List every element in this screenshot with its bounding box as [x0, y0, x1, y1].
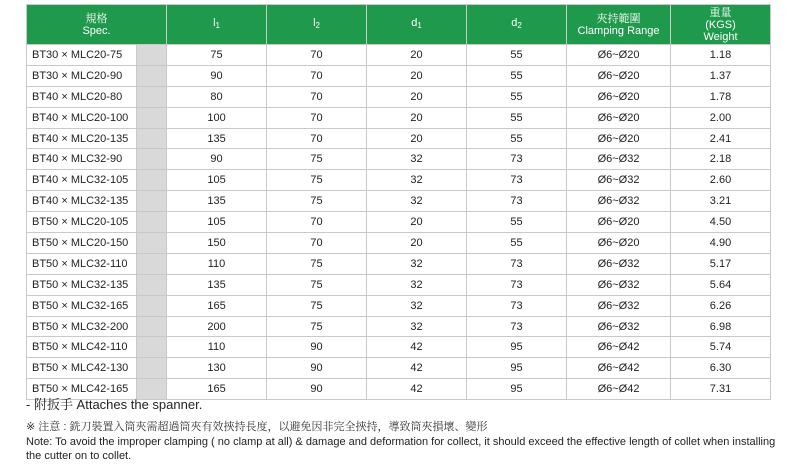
spec-name-cell: BT30 × MLC20-90: [27, 65, 137, 86]
weight-cell: 5.74: [671, 337, 771, 358]
spec-name-cell: BT40 × MLC20-100: [27, 107, 137, 128]
d1-cell: 42: [367, 337, 467, 358]
d2-cell: 55: [467, 233, 567, 254]
clamping-range-cell: Ø6~Ø32: [567, 274, 671, 295]
l2-cell: 75: [267, 274, 367, 295]
l2-cell: 75: [267, 191, 367, 212]
table-row: [27, 65, 771, 86]
weight-cell: 1.37: [671, 65, 771, 86]
l2-cell: 90: [267, 358, 367, 379]
d2-cell: 55: [467, 65, 567, 86]
shade-cell: [137, 191, 167, 212]
clamping-range-cell: Ø6~Ø20: [567, 107, 671, 128]
shade-cell: [137, 149, 167, 170]
d2-cell: 73: [467, 274, 567, 295]
shade-cell: [137, 274, 167, 295]
weight-cell: 2.60: [671, 170, 771, 191]
l2-cell: 70: [267, 86, 367, 107]
weight-cell: 7.31: [671, 379, 771, 400]
table-row: [27, 170, 771, 191]
l1-cell: 165: [167, 379, 267, 400]
shade-cell: [137, 295, 167, 316]
table-row: [27, 253, 771, 274]
header-d1-sub: 1: [417, 21, 422, 30]
l1-cell: 135: [167, 191, 267, 212]
header-clamp-cn: 夾持範圍: [596, 12, 641, 25]
note-chinese: ※ 注意 : 銑刀裝置入筒夾需超過筒夾有效挾持長度，以避免因非完全挾持，導致筒夾損壞、變形: [26, 421, 488, 433]
l1-cell: 105: [167, 170, 267, 191]
header-l2: [267, 5, 367, 45]
spec-name-cell: BT40 × MLC32-90: [27, 149, 137, 170]
header-l1: [167, 5, 267, 45]
note-english: Note: To avoid the improper clamping ( no clamp at all) & damage and deformation for collect, it should exceed the effective length of collet when installing the cutter on to collet.: [26, 436, 776, 462]
d1-cell: 32: [367, 274, 467, 295]
l1-cell: 75: [167, 45, 267, 66]
l2-cell: 70: [267, 128, 367, 149]
shade-cell: [137, 212, 167, 233]
weight-cell: 1.78: [671, 86, 771, 107]
l1-cell: 135: [167, 128, 267, 149]
l1-cell: 130: [167, 358, 267, 379]
d2-cell: 55: [467, 107, 567, 128]
spec-name-cell: BT50 × MLC42-110: [27, 337, 137, 358]
l1-cell: 110: [167, 253, 267, 274]
d1-cell: 32: [367, 316, 467, 337]
spec-name-cell: BT50 × MLC32-110: [27, 253, 137, 274]
weight-cell: 1.18: [671, 45, 771, 66]
d1-cell: 20: [367, 45, 467, 66]
clamping-range-cell: Ø6~Ø20: [567, 128, 671, 149]
table-row: [27, 128, 771, 149]
l1-cell: 80: [167, 86, 267, 107]
header-d2-base: d: [511, 17, 518, 29]
d1-cell: 32: [367, 253, 467, 274]
weight-cell: 4.50: [671, 212, 771, 233]
d1-cell: 32: [367, 170, 467, 191]
table-row: [27, 212, 771, 233]
spec-name-cell: BT50 × MLC32-200: [27, 316, 137, 337]
header-l1-base: l: [213, 17, 216, 29]
l1-cell: 110: [167, 337, 267, 358]
l2-cell: 90: [267, 337, 367, 358]
d2-cell: 73: [467, 253, 567, 274]
d1-cell: 20: [367, 233, 467, 254]
l1-cell: 105: [167, 212, 267, 233]
shade-cell: [137, 86, 167, 107]
l1-cell: 150: [167, 233, 267, 254]
notes-section: [26, 396, 776, 463]
header-l1-sub: 1: [215, 21, 220, 30]
d2-cell: 73: [467, 191, 567, 212]
spec-name-cell: BT50 × MLC32-135: [27, 274, 137, 295]
d2-cell: 95: [467, 337, 567, 358]
clamping-range-cell: Ø6~Ø42: [567, 337, 671, 358]
d2-cell: 55: [467, 128, 567, 149]
table-header-row: [27, 5, 771, 45]
d2-cell: 73: [467, 149, 567, 170]
header-clamping-range: [567, 5, 671, 45]
l2-cell: 75: [267, 253, 367, 274]
weight-cell: 5.17: [671, 253, 771, 274]
weight-cell: 6.26: [671, 295, 771, 316]
header-weight: [671, 5, 771, 45]
table-row: [27, 337, 771, 358]
shade-cell: [137, 253, 167, 274]
table-row: [27, 316, 771, 337]
header-weight-unit: (KGS): [705, 18, 736, 31]
header-weight-cn: 重量: [709, 6, 732, 19]
l2-cell: 90: [267, 379, 367, 400]
clamping-range-cell: Ø6~Ø42: [567, 358, 671, 379]
clamping-range-cell: Ø6~Ø32: [567, 191, 671, 212]
l1-cell: 90: [167, 149, 267, 170]
header-d1-base: d: [411, 17, 418, 29]
shade-cell: [137, 45, 167, 66]
shade-cell: [137, 107, 167, 128]
d1-cell: 32: [367, 191, 467, 212]
spec-table: [26, 4, 771, 400]
table-body: [27, 45, 771, 400]
l2-cell: 75: [267, 316, 367, 337]
spec-name-cell: BT40 × MLC20-135: [27, 128, 137, 149]
d1-cell: 42: [367, 379, 467, 400]
d2-cell: 55: [467, 212, 567, 233]
clamping-range-cell: Ø6~Ø20: [567, 233, 671, 254]
l2-cell: 70: [267, 65, 367, 86]
header-clamp-en: Clamping Range: [577, 24, 660, 37]
clamping-range-cell: Ø6~Ø32: [567, 316, 671, 337]
spec-table-container: [26, 4, 770, 400]
clamping-range-cell: Ø6~Ø42: [567, 379, 671, 400]
weight-cell: 2.18: [671, 149, 771, 170]
clamping-range-cell: Ø6~Ø32: [567, 253, 671, 274]
l1-cell: 165: [167, 295, 267, 316]
table-row: [27, 295, 771, 316]
l1-cell: 100: [167, 107, 267, 128]
d1-cell: 20: [367, 212, 467, 233]
l1-cell: 90: [167, 65, 267, 86]
weight-cell: 4.90: [671, 233, 771, 254]
header-weight-en: Weight: [703, 30, 738, 43]
spec-name-cell: BT40 × MLC20-80: [27, 86, 137, 107]
header-spec: [27, 5, 167, 45]
spec-name-cell: BT40 × MLC32-105: [27, 170, 137, 191]
d2-cell: 95: [467, 379, 567, 400]
clamping-range-cell: Ø6~Ø20: [567, 45, 671, 66]
shade-cell: [137, 128, 167, 149]
clamping-range-cell: Ø6~Ø20: [567, 212, 671, 233]
shade-cell: [137, 170, 167, 191]
table-row: [27, 191, 771, 212]
header-l2-base: l: [313, 17, 316, 29]
clamping-range-cell: Ø6~Ø32: [567, 149, 671, 170]
header-spec-en: Spec.: [82, 24, 111, 37]
spec-name-cell: BT50 × MLC32-165: [27, 295, 137, 316]
note-spanner: - 附扳手 Attaches the spanner.: [26, 397, 203, 412]
table-row: [27, 358, 771, 379]
table-row: [27, 86, 771, 107]
table-row: [27, 149, 771, 170]
l2-cell: 75: [267, 149, 367, 170]
weight-cell: 6.30: [671, 358, 771, 379]
weight-cell: 6.98: [671, 316, 771, 337]
spec-name-cell: BT40 × MLC32-135: [27, 191, 137, 212]
l2-cell: 70: [267, 45, 367, 66]
d1-cell: 32: [367, 149, 467, 170]
clamping-range-cell: Ø6~Ø32: [567, 170, 671, 191]
clamping-range-cell: Ø6~Ø20: [567, 86, 671, 107]
header-l2-sub: 2: [315, 21, 320, 30]
l2-cell: 75: [267, 295, 367, 316]
table-row: [27, 45, 771, 66]
table-row: [27, 233, 771, 254]
d1-cell: 32: [367, 295, 467, 316]
d2-cell: 73: [467, 170, 567, 191]
table-row: [27, 107, 771, 128]
shade-cell: [137, 337, 167, 358]
l2-cell: 70: [267, 233, 367, 254]
d2-cell: 73: [467, 316, 567, 337]
d1-cell: 20: [367, 128, 467, 149]
header-d2-sub: 2: [517, 21, 522, 30]
clamping-range-cell: Ø6~Ø32: [567, 295, 671, 316]
header-d1: [367, 5, 467, 45]
weight-cell: 2.41: [671, 128, 771, 149]
shade-cell: [137, 358, 167, 379]
shade-cell: [137, 316, 167, 337]
shade-cell: [137, 65, 167, 86]
d2-cell: 73: [467, 295, 567, 316]
d2-cell: 55: [467, 86, 567, 107]
spec-name-cell: BT50 × MLC20-105: [27, 212, 137, 233]
header-d2: [467, 5, 567, 45]
spec-name-cell: BT30 × MLC20-75: [27, 45, 137, 66]
shade-cell: [137, 233, 167, 254]
d1-cell: 42: [367, 358, 467, 379]
l1-cell: 135: [167, 274, 267, 295]
d1-cell: 20: [367, 65, 467, 86]
weight-cell: 3.21: [671, 191, 771, 212]
table-row: [27, 274, 771, 295]
l2-cell: 75: [267, 170, 367, 191]
d1-cell: 20: [367, 86, 467, 107]
clamping-range-cell: Ø6~Ø20: [567, 65, 671, 86]
weight-cell: 5.64: [671, 274, 771, 295]
d2-cell: 95: [467, 358, 567, 379]
l2-cell: 70: [267, 107, 367, 128]
spec-name-cell: BT50 × MLC42-165: [27, 379, 137, 400]
l2-cell: 70: [267, 212, 367, 233]
spec-name-cell: BT50 × MLC20-150: [27, 233, 137, 254]
d2-cell: 55: [467, 45, 567, 66]
header-spec-cn: 規格: [85, 12, 108, 25]
spec-name-cell: BT50 × MLC42-130: [27, 358, 137, 379]
weight-cell: 2.00: [671, 107, 771, 128]
d1-cell: 20: [367, 107, 467, 128]
l1-cell: 200: [167, 316, 267, 337]
